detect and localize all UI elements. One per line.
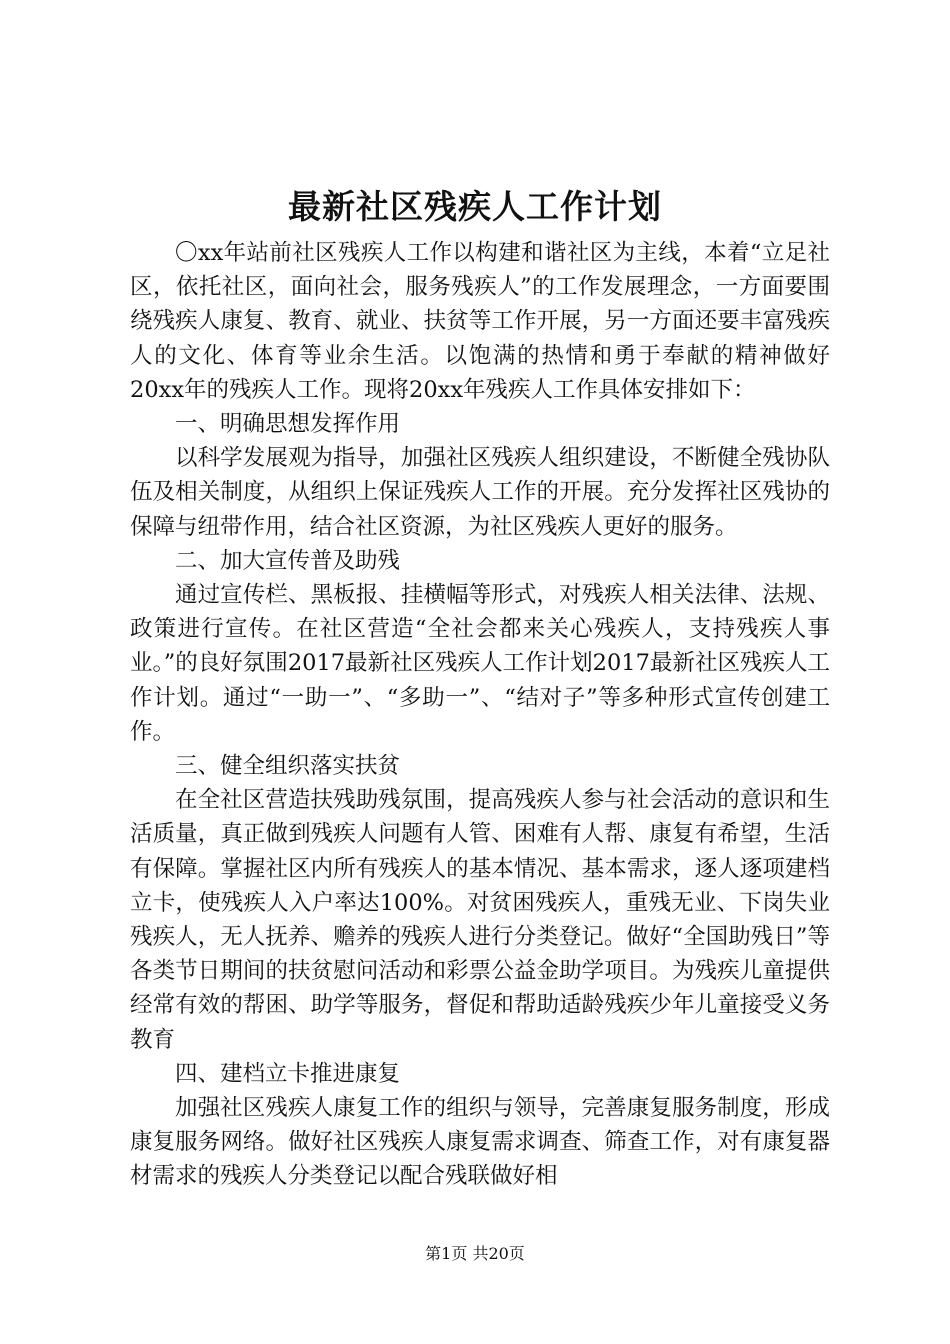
intro-paragraph: 〇xx年站前社区残疾人工作以构建和谐社区为主线，本着“立足社区，依托社区，面向社会，服务残疾人”的工作发展理念，一方面要围绕残疾人康复、教育、就业、扶贫等工作开展，另一方面还要丰富残疾人的文化、体育等业余生活。以饱满的热情和勇于奉献的精神做好20xx年的残疾人工作。现将20xx年残疾人工作具体安排如下： (130, 240, 830, 403)
section-paragraph-4: 加强社区残疾人康复工作的组织与领导，完善康复服务制度，形成康复服务网络。做好社区残疾人康复需求调查、筛查工作，对有康复器材需求的残疾人分类登记以配合残联做好相 (130, 1095, 830, 1190)
section-heading-2: 二、加大宣传普及助残 (175, 547, 401, 574)
page-number-footer: 第1页 共20页 (425, 1244, 525, 1263)
section-heading-3: 三、健全组织落实扶贫 (175, 753, 401, 780)
section-heading-1: 一、明确思想发挥作用 (175, 411, 401, 438)
section-paragraph-1: 以科学发展观为指导，加强社区残疾人组织建设，不断健全残协队伍及相关制度，从组织上保证残疾人工作的开展。充分发挥社区残协的保障与纽带作用，结合社区资源，为社区残疾人更好的服务。 (130, 445, 830, 540)
section-heading-4: 四、建档立卡推进康复 (175, 1060, 401, 1087)
section-paragraph-3: 在全社区营造扶残助残氛围，提高残疾人参与社会活动的意识和生活质量，真正做到残疾人问题有人管、困难有人帮、康复有希望，生活有保障。掌握社区内所有残疾人的基本情况、基本需求，逐人逐项建档立卡，使残疾人入户率达100%。对贫困残疾人，重残无业、下岗失业残疾人，无人抚养、赡养的残疾人进行分类登记。做好“全国助残日”等各类节日期间的扶贫慰问活动和彩票公益金助学项目。为残疾儿童提供经常有效的帮困、助学等服务，督促和帮助适龄残疾少年儿童接受义务教育 (130, 787, 830, 1053)
document-body (130, 236, 830, 1194)
section-paragraph-2: 通过宣传栏、黑板报、挂横幅等形式，对残疾人相关法律、法规、政策进行宣传。在社区营造“全社会都来关心残疾人，支持残疾人事业。”的良好氛围2017最新社区残疾人工作计划2017最新社区残疾人工作计划。通过“一助一”、“多助一”、“结对子”等多种形式宣传创建工作。 (130, 582, 830, 745)
document-title: 最新社区残疾人工作计划 (288, 187, 662, 226)
